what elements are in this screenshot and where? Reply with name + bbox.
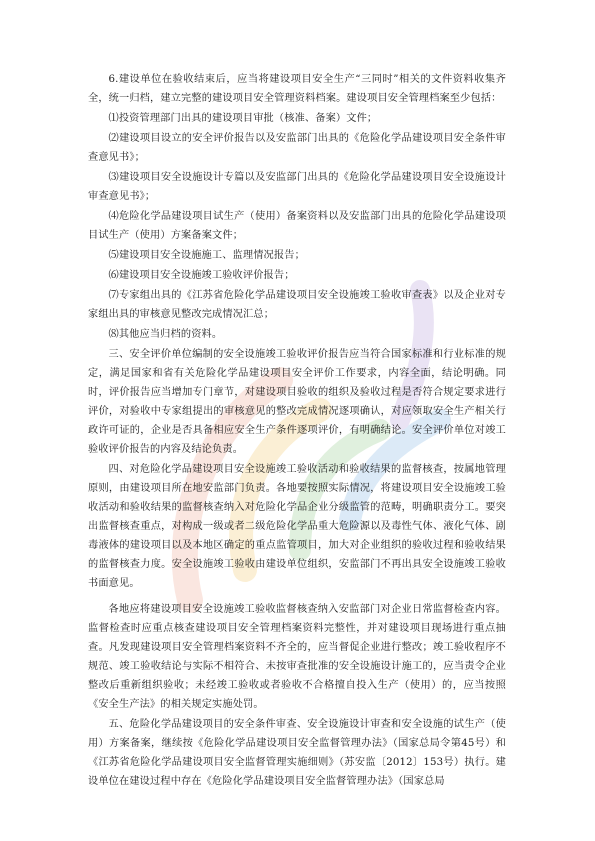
list-item-2: ⑵建设项目设立的安全评价报告以及安监部门出具的《危险化学品建设项目安全条件审查意见书》； xyxy=(88,133,506,163)
supervision-paragraph: 各地应将建设项目安全设施竣工验收监督核查纳入安监部门对企业日常监督检查内容。监督检查时应重点核查建设项目安全管理档案资料完整性，并对建设项目现场进行重点抽查。凡发现建设项目安全管理档案资料不齐全的，应当督促企业进行整改；竣工验收程序不规范、竣工验收结论与实际不相符合、未按审查批准的安全设施设计施工的，应当责令企业整改后重新组织验收；未经竣工验收或者验收不合格擅自投入生产（使用）的，应当按照《安全生产法》的相关规定实施处罚。 xyxy=(88,604,506,710)
list-item-6: ⑹建设项目安全设施竣工验收评价报告； xyxy=(108,270,295,281)
list-item-3: ⑶建设项目安全设施设计专篇以及安监部门出具的《危险化学品建设项目安全设施设计审查意见书》； xyxy=(88,172,506,202)
paragraph-spacer xyxy=(88,593,506,600)
paragraph-archive-intro: 6.建设单位在验收结束后，应当将建设项目安全生产“三同时”相关的文件资料收集齐全，统一归档，建立完整的建设项目安全管理资料档案。建设项目安全管理档案至少包括： xyxy=(88,74,506,104)
list-item-5: ⑸建设项目安全设施施工、监理情况报告； xyxy=(108,250,305,261)
document-body xyxy=(88,70,506,791)
section-five-paragraph: 五、危险化学品建设项目的安全条件审查、安全设施设计审查和安全设施的试生产（使用）方案备案，继续按《危险化学品建设项目安全监督管理办法》（国家总局令第45号）和《江苏省危险化学品建设项目安全监督管理实施细则》（苏安监〔2012〕153号）执行。建设单位在建设过程中存在《危险化学品建设项目安全监督管理办法》（国家总局 xyxy=(88,719,506,787)
section-three-paragraph: 三、安全评价单位编制的安全设施竣工验收评价报告应当符合国家标准和行业标准的规定，满足国家和省有关危险化学品建设项目安全评价工作要求，内容全面，结论明确。同时，评价报告应当增加专门章节，对建设项目验收的组织及验收过程是否符合规定要求进行评价，对验收中专家组提出的审核意见的整改完成情况逐项确认，对应领取安全生产相关行政许可证的，企业是否具备相应安全生产条件逐项评价，有明确结论。安全评价单位对竣工验收评价报告的内容及结论负责。 xyxy=(88,349,506,455)
list-item-4: ⑷危险化学品建设项目试生产（使用）备案资料以及安监部门出具的危险化学品建设项目试生产（使用）方案备案文件； xyxy=(88,211,506,241)
list-item-1: ⑴投资管理部门出具的建设项目审批（核准、备案）文件； xyxy=(108,113,378,124)
list-item-8: ⑻其他应当归档的资料。 xyxy=(108,329,223,340)
list-item-7: ⑺专家组出具的《江苏省危险化学品建设项目安全设施竣工验收审查表》以及企业对专家组出具的审核意见整改完成情况汇总； xyxy=(88,290,506,320)
section-four-paragraph: 四、对危险化学品建设项目安全设施竣工验收活动和验收结果的监督核查，按属地管理原则，由建设项目所在地安监部门负责。各地要按照实际情况，将建设项目安全设施竣工验收活动和验收结果的监督核查纳入对危险化学品企业分级监管的范畴，明确职责分工。要突出监督核查重点，对构成一级或者二级危险化学品重大危险源以及毒性气体、液化气体、剧毒液体的建设项目以及本地区确定的重点监管项目，加大对企业组织的验收过程和验收结果的监督核查力度。安全设施竣工验收由建设单位组织，安监部门不再出具安全设施竣工验收书面意见。 xyxy=(88,464,506,589)
